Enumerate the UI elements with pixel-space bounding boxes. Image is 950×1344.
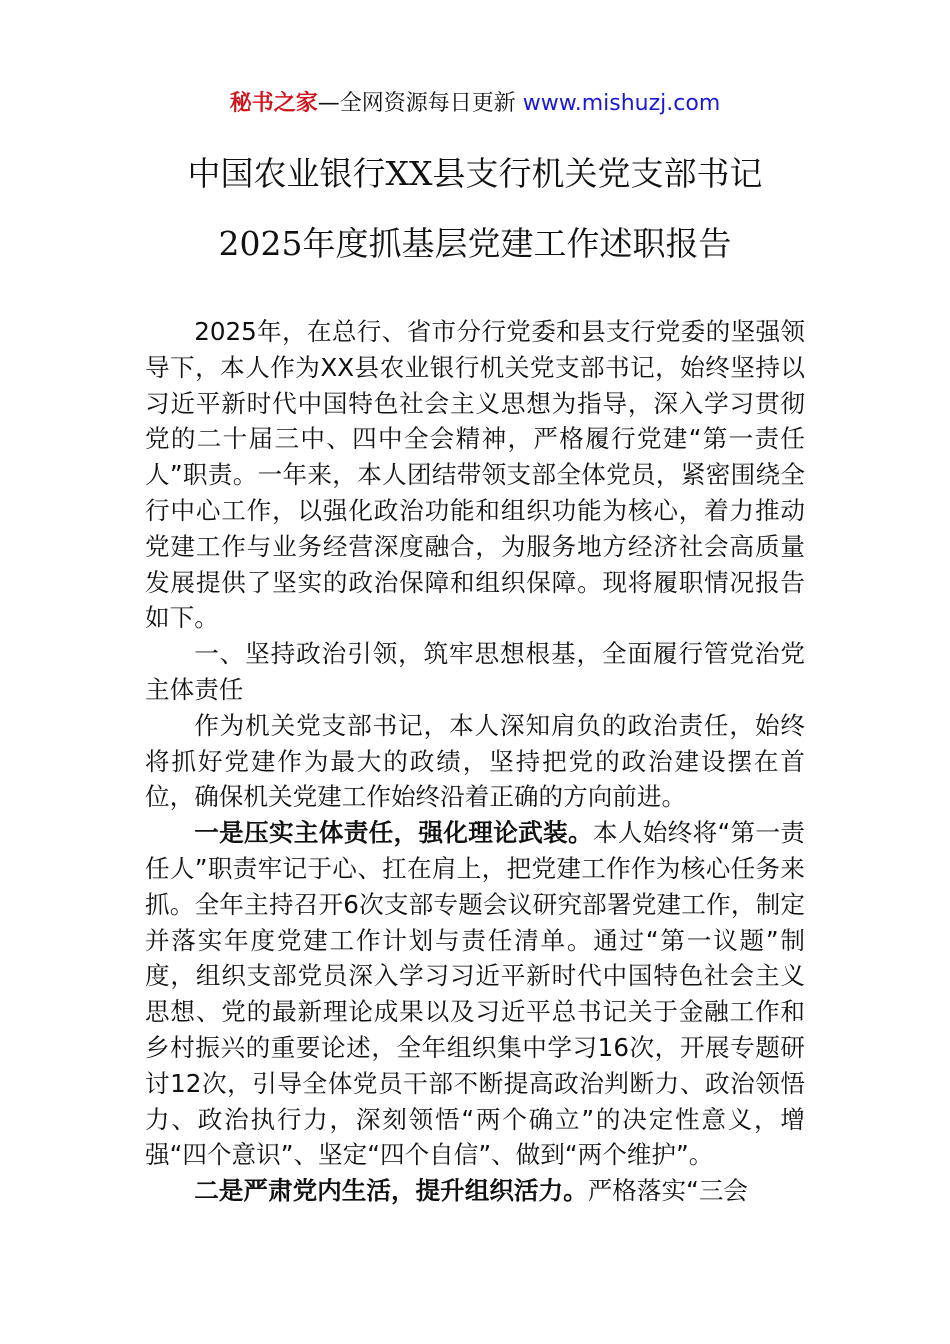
brand-name: 秘书之家: [229, 91, 318, 116]
point-1-paragraph: [145, 815, 805, 1173]
site-slogan: —全网资源每日更新: [317, 91, 516, 116]
intro-paragraph: 2025年，在总行、省市分行党委和县支行党委的坚强领导下，本人作为XX县农业银行机关党支部书记，始终坚持以习近平新时代中国特色社会主义思想为指导，深入学习贯彻党的二十届三中、四中全会精神，严格履行党建“第一责任人”职责。一年来，本人团结带领支部全体党员，紧密围绕全行中心工作，以强化政治功能和组织功能为核心，着力推动党建工作与业务经营深度融合，为服务地方经济社会高质量发展提供了坚实的政治保障和组织保障。现将履职情况报告如下。: [145, 317, 805, 633]
site-header: [0, 88, 950, 120]
point-1-text: 本人始终将“第一责任人”职责牢记于心、扛在肩上，把党建工作作为核心任务来抓。全年主持召开6次支部专题会议研究部署党建工作，制定并落实年度党建工作计划与责任清单。通过“第一议题”制度，组织支部党员深入学习习近平新时代中国特色社会主义思想、党的最新理论成果以及习近平总书记关于金融工作和乡村振兴的重要论述，全年组织集中学习16次，开展专题研讨12次，引导全体党员干部不断提高政治判断力、政治领悟力、政治执行力，深刻领悟“两个确立”的决定性意义，增强“四个意识”、坚定“四个自信”、做到“两个维护”。: [145, 818, 805, 1170]
point-1-lead: 一是压实主体责任，强化理论武装。: [194, 818, 593, 848]
point-2-text: 严格落实“三会: [587, 1176, 749, 1206]
document-title-line-2: 2025年度抓基层党建工作述职报告: [218, 224, 732, 263]
document-title-line-1: 中国农业银行XX县支行机关党支部书记: [187, 154, 763, 193]
site-url-link[interactable]: www.mishuzj.com: [522, 91, 721, 116]
section-1-paragraph: 作为机关党支部书记，本人深知肩负的政治责任，始终将抓好党建作为最大的政绩，坚持把党的政治建设摆在首位，确保机关党建工作始终沿着正确的方向前进。: [145, 710, 805, 812]
point-2-paragraph: [145, 1173, 805, 1209]
point-2-lead: 二是严肃党内生活，提升组织活力。: [194, 1176, 588, 1206]
document-body: [145, 314, 805, 1209]
section-heading-1: 一、坚持政治引领，筑牢思想根基，全面履行管党治党主体责任: [145, 639, 805, 704]
